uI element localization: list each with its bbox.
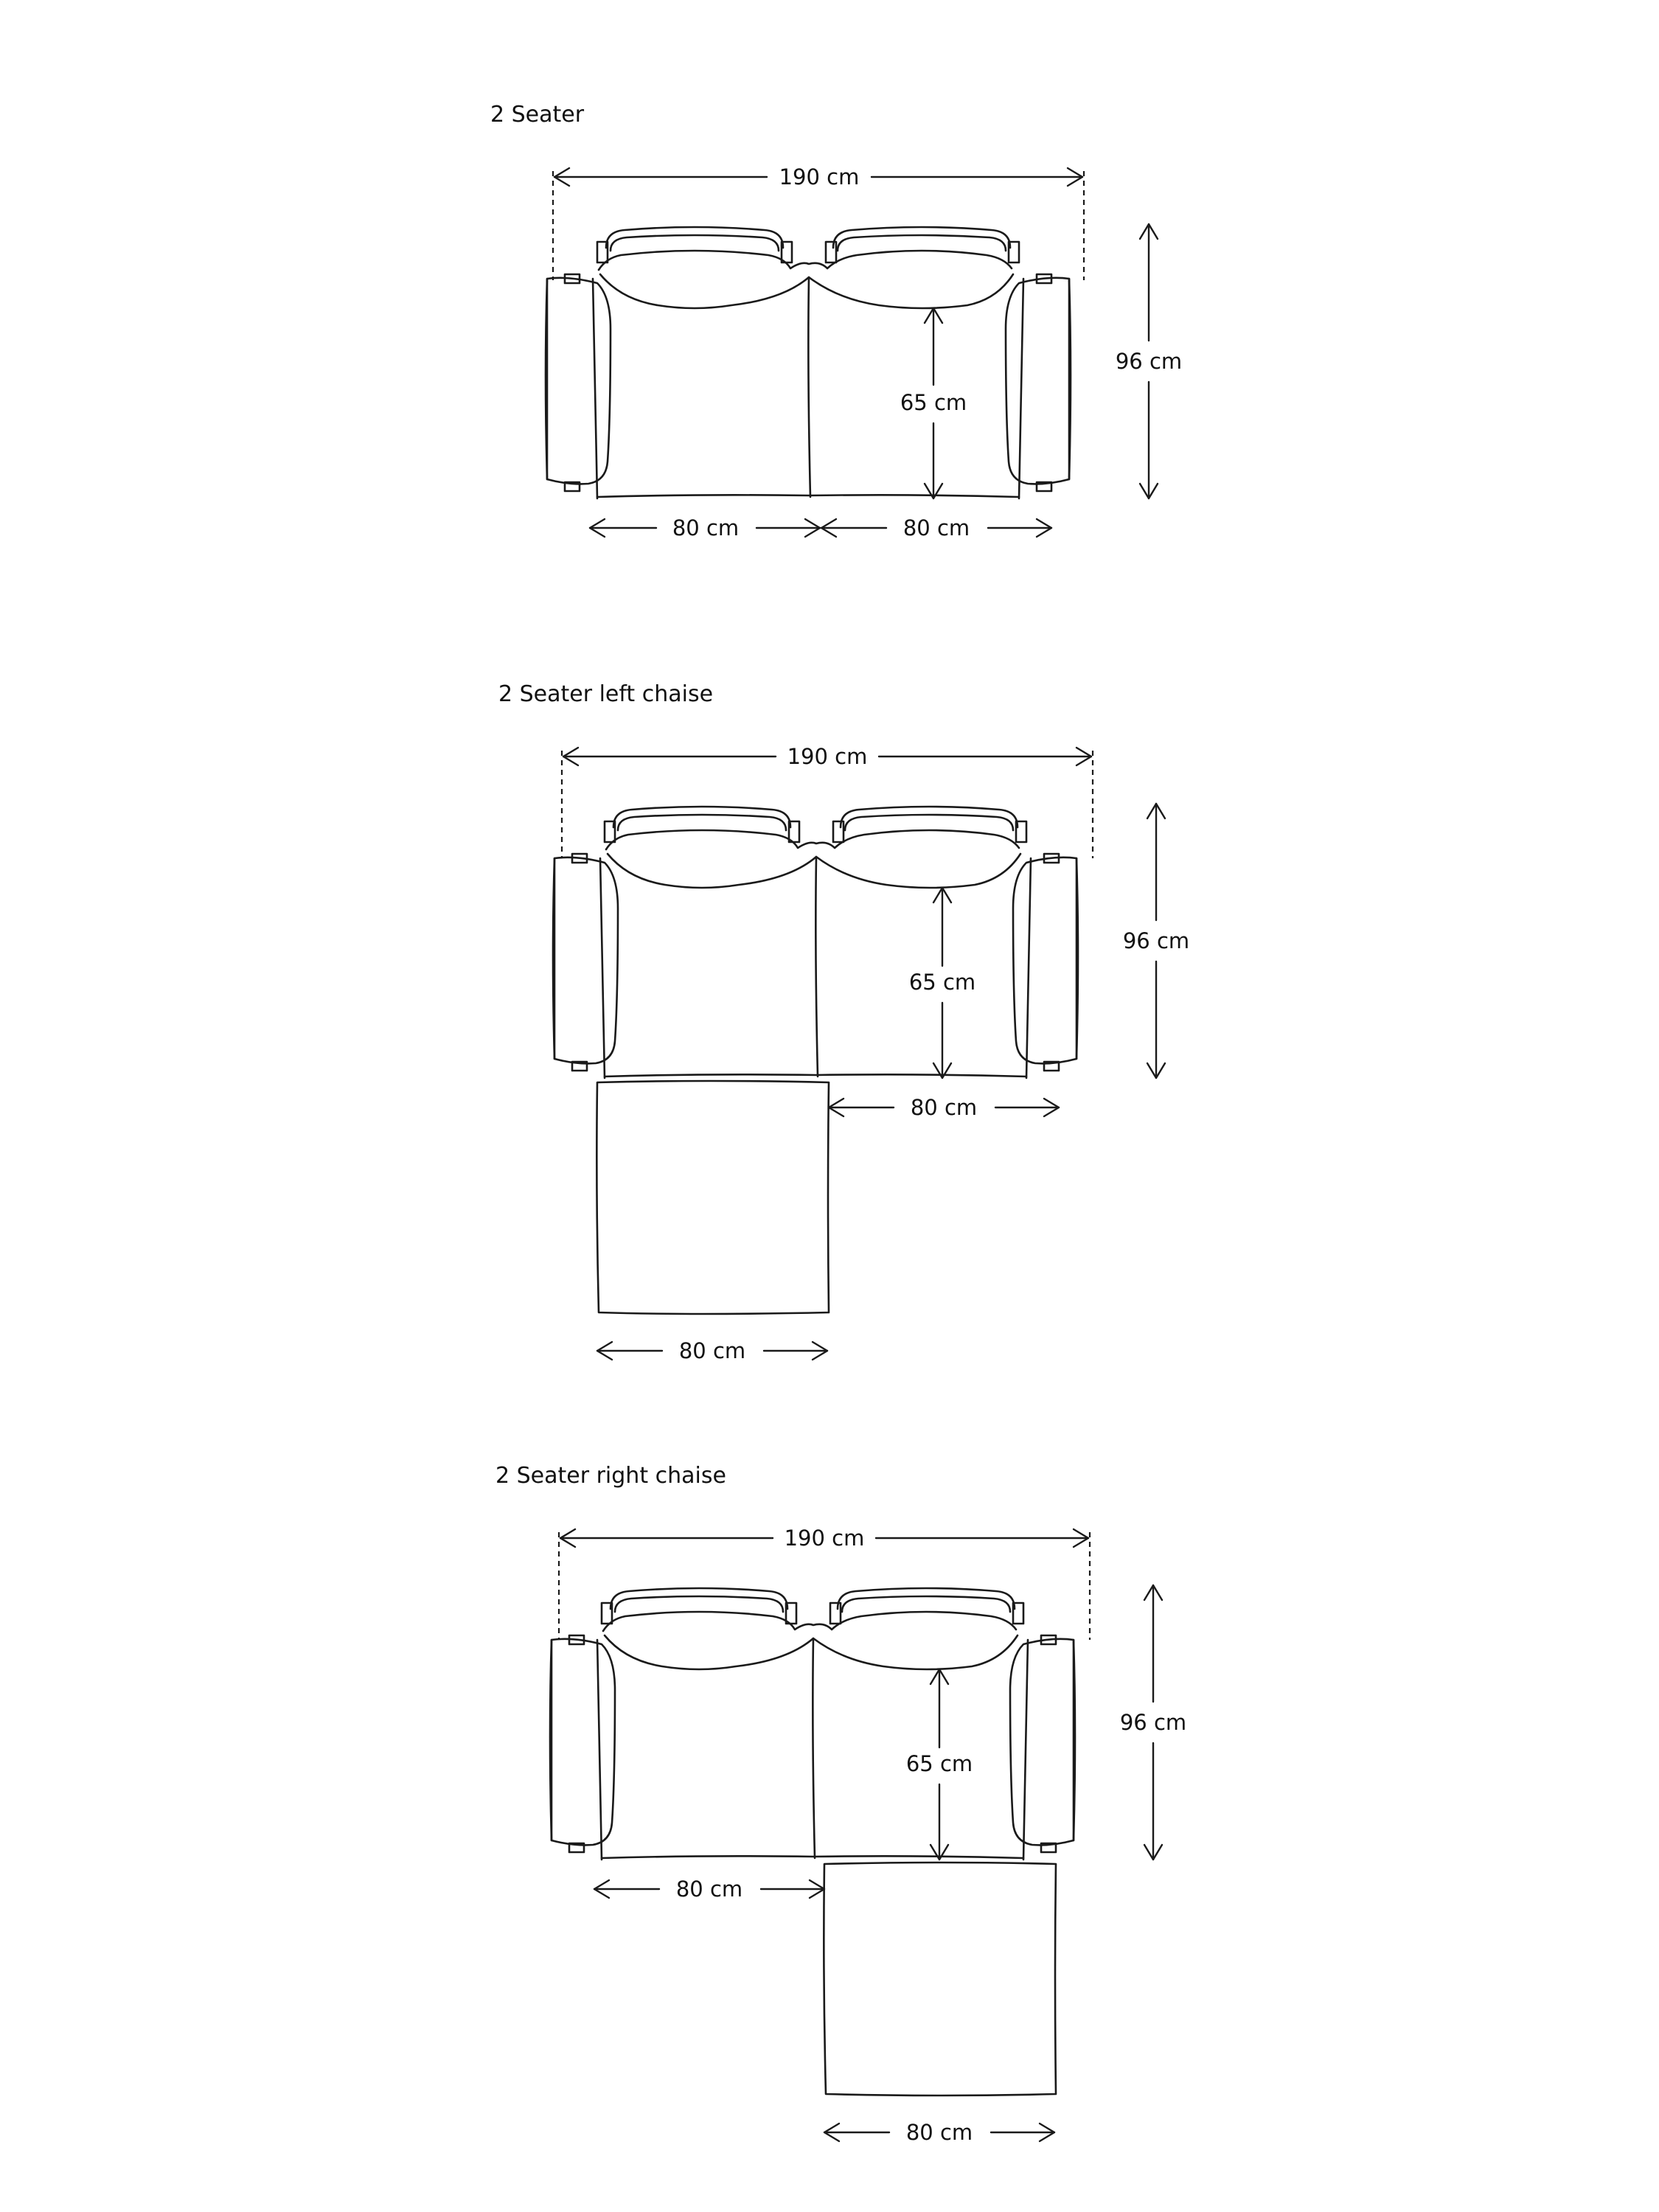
seat-right-label: 80 cm — [902, 515, 970, 540]
depth-label: 96 cm — [1119, 1710, 1187, 1735]
chaise-label: 80 cm — [905, 2120, 973, 2145]
diagram-title: 2 Seater — [490, 102, 585, 128]
seat-label: 80 cm — [675, 1877, 743, 1902]
diagram-2-seater — [490, 102, 1182, 540]
sofa-top-view — [553, 807, 1078, 1078]
seat-label: 80 cm — [910, 1095, 978, 1120]
width-label: 190 cm — [784, 1526, 865, 1551]
diagram-2-seater-left-chaise — [498, 681, 1189, 1363]
diagram-title: 2 Seater left chaise — [498, 681, 714, 707]
seat-depth-label: 65 cm — [908, 970, 976, 995]
depth-label: 96 cm — [1115, 349, 1183, 374]
chaise-cushion — [597, 1081, 829, 1314]
width-label: 190 cm — [787, 744, 868, 769]
sofa-top-view — [550, 1588, 1075, 1860]
diagram-2-seater-right-chaise — [495, 1463, 1186, 2145]
diagram-title: 2 Seater right chaise — [495, 1463, 726, 1489]
width-label: 190 cm — [779, 164, 860, 189]
seat-left-label: 80 cm — [672, 515, 740, 540]
depth-label: 96 cm — [1122, 928, 1190, 953]
sofa-top-view — [546, 227, 1071, 498]
seat-depth-label: 65 cm — [900, 390, 967, 415]
seat-depth-label: 65 cm — [905, 1751, 973, 1776]
chaise-cushion — [824, 1863, 1056, 2096]
chaise-label: 80 cm — [678, 1338, 746, 1363]
